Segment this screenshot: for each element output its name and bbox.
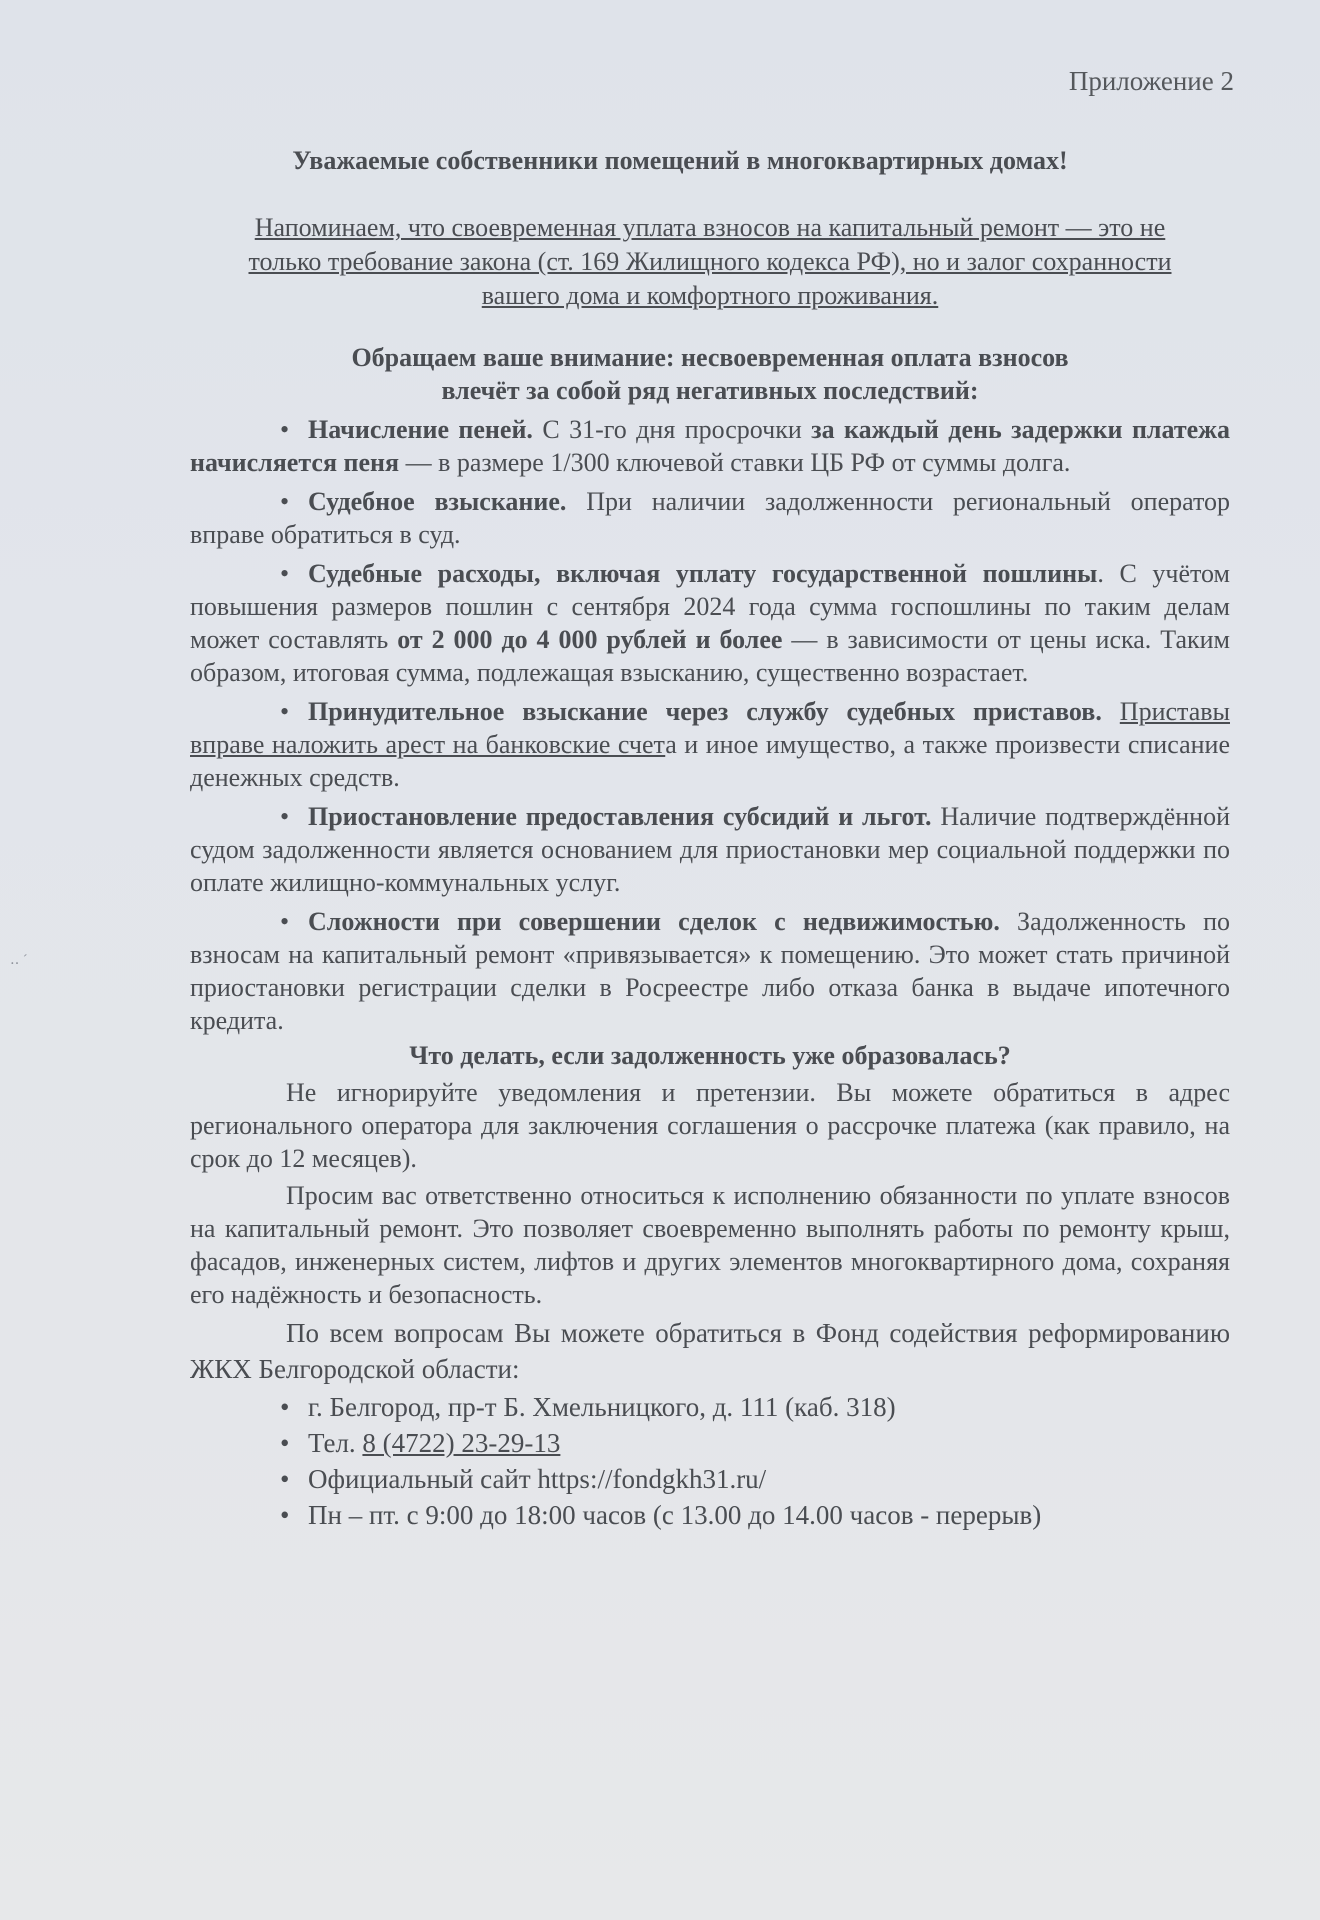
consequence-item-real-estate bbox=[190, 905, 1230, 1037]
attention-heading bbox=[190, 341, 1230, 407]
contact-address: • г. Белгород, пр-т Б. Хмельницкого, д. 111 (каб. 318) bbox=[280, 1389, 1230, 1425]
contact-hours: • Пн – пт. с 9:00 до 18:00 часов (с 13.00 до 14.00 часов - перерыв) bbox=[280, 1497, 1230, 1533]
contact-phone bbox=[280, 1425, 1230, 1461]
bullet-dot: • bbox=[280, 487, 290, 516]
consequence-item-bailiffs bbox=[190, 695, 1230, 794]
contact-website[interactable]: • Официальный сайт https://fondgkh31.ru/ bbox=[280, 1461, 1230, 1497]
what-to-do-heading: Что делать, если задолженность уже образовалась? bbox=[409, 1041, 1011, 1070]
consequence-title: Судебное взыскание. bbox=[308, 487, 567, 516]
letter-title: Уважаемые собственники помещений в многоквартирных домах! bbox=[292, 146, 1068, 175]
consequence-text: а и иное имущество, а также произвести списание денежных средств. bbox=[190, 730, 1230, 792]
consequence-title: Судебные расходы, включая уплату государственной пошлины bbox=[308, 559, 1098, 588]
letter-body bbox=[190, 140, 1230, 1533]
consequence-item-court-costs bbox=[190, 557, 1230, 689]
phone-label: Тел. bbox=[308, 1428, 363, 1458]
consequence-title: Начисление пеней. bbox=[308, 415, 533, 444]
phone-number-link[interactable]: 8 (4722) 23-29-13 bbox=[362, 1428, 561, 1458]
reminder-paragraph: Напоминаем, что своевременная уплата взносов на капитальный ремонт — это не только требование закона (ст. 169 Жилищного кодекса РФ), но и залог сохранности вашего дома и комфортного проживания. bbox=[248, 213, 1172, 310]
consequence-item-court bbox=[190, 485, 1230, 551]
bullet-dot: • bbox=[280, 802, 290, 831]
consequence-text: Задолженность по взносам на капитальный ремонт «привязывается» к помещению. Это может стать причиной приостановки регистрации сделки в Росреестре либо отказа банка в выдаче ипотечного кредита. bbox=[190, 907, 1230, 1035]
paragraph-responsibility: Просим вас ответственно относиться к исполнению обязанности по уплате взносов на капитальный ремонт. Это позволяет своевременно выполнять работы по ремонту крыш, фасадов, инженерных систем, лифтов и других элементов многоквартирного дома, сохраняя его надёжность и безопасность. bbox=[190, 1181, 1230, 1309]
contact-list bbox=[190, 1389, 1230, 1533]
consequence-text: При наличии задолженности региональный оператор вправе обратиться в суд. bbox=[190, 487, 1231, 549]
consequence-text: — в зависимости от цены иска. Таким образом, итоговая сумма, подлежащая взысканию, существенно возрастает. bbox=[190, 625, 1230, 687]
consequence-emphasis: от 2 000 до 4 000 рублей и более bbox=[397, 625, 783, 654]
bullet-dot: • bbox=[280, 697, 290, 726]
consequence-title: Приостановление предоставления субсидий и льгот. bbox=[308, 802, 932, 831]
paper-smudge: ‥ ˊ bbox=[10, 953, 28, 968]
consequence-title: Сложности при совершении сделок с недвижимостью. bbox=[308, 907, 1000, 936]
consequence-title: Принудительное взыскание через службу судебных приставов. bbox=[308, 697, 1102, 726]
consequence-item-subsidies bbox=[190, 800, 1230, 899]
bullet-dot: • bbox=[280, 415, 290, 444]
consequence-text: С 31-го дня просрочки bbox=[532, 415, 812, 444]
consequence-underlined: Приставы вправе наложить арест на банковские счет bbox=[190, 697, 1230, 759]
bullet-dot: • bbox=[280, 907, 290, 936]
consequence-text: Наличие подтверждённой судом задолженности является основанием для приостановки мер социальной поддержки по оплате жилищно-коммунальных услуг. bbox=[190, 802, 1230, 897]
consequence-text: . С учётом повышения размеров пошлин с сентября 2024 года сумма госпошлины по таким делам может составлять bbox=[190, 559, 1230, 654]
paragraph-installment: Не игнорируйте уведомления и претензии. Вы можете обратиться в адрес регионального оператора для заключения соглашения о рассрочке платежа (как правило, на срок до 12 месяцев). bbox=[190, 1078, 1230, 1173]
appendix-label: Приложение 2 bbox=[1068, 66, 1234, 96]
consequence-emphasis: за каждый день задержки платежа начисляется пеня bbox=[190, 415, 1231, 477]
consequence-item-penalties bbox=[190, 413, 1230, 479]
bullet-dot: • bbox=[280, 559, 290, 588]
attention-line-1: Обращаем ваше внимание: несвоевременная оплата взносов bbox=[351, 343, 1069, 372]
attention-line-2: влечёт за собой ряд негативных последствий: bbox=[441, 376, 979, 405]
paragraph-contact-intro: По всем вопросам Вы можете обратиться в Фонд содействия реформированию ЖКХ Белгородской области: bbox=[190, 1318, 1230, 1384]
consequence-text: — в размере 1/300 ключевой ставки ЦБ РФ от суммы долга. bbox=[399, 448, 1071, 477]
